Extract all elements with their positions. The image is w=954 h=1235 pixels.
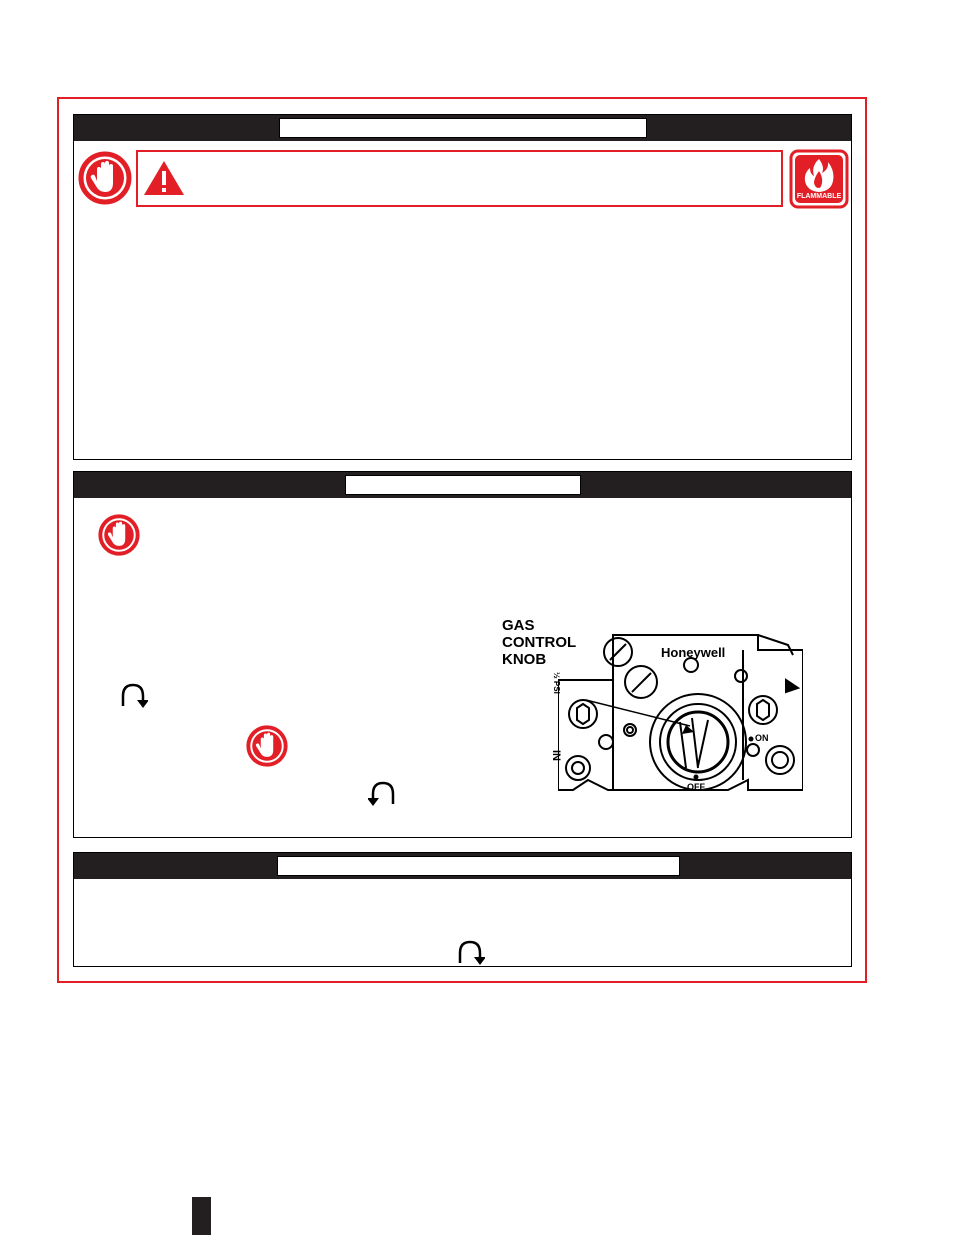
section-header-label (279, 118, 647, 138)
operating-instructions-section (73, 471, 852, 838)
section-header-bar (74, 853, 851, 879)
rotate-clockwise-icon (118, 680, 148, 710)
on-label: ON (755, 733, 769, 743)
callout-line: GAS (502, 617, 535, 634)
inlet-label: IN (550, 750, 562, 761)
stop-hand-icon (78, 151, 132, 205)
rotate-counterclockwise-icon (368, 778, 398, 808)
stop-hand-icon (246, 725, 288, 767)
psi-label: ½ PSI (552, 672, 561, 694)
stop-hand-icon (98, 514, 140, 556)
shutdown-instructions-section (73, 852, 852, 967)
section-header-label (277, 856, 680, 876)
section-header-bar (74, 472, 851, 498)
warning-box (136, 150, 783, 207)
rotate-clockwise-icon (455, 937, 485, 967)
page-tab-marker (192, 1197, 211, 1235)
safety-information-section (73, 114, 852, 460)
brand-label: Honeywell (661, 645, 726, 660)
warning-triangle-icon (143, 160, 185, 196)
section-header-bar (74, 115, 851, 141)
callout-line: CONTROL (502, 634, 577, 651)
callout-line: KNOB (502, 651, 547, 668)
section-header-label (345, 475, 581, 495)
flammable-icon (789, 149, 849, 209)
gas-valve-illustration (550, 630, 803, 800)
off-label: OFF (687, 782, 705, 792)
flammable-label: FLAMMABLE (796, 193, 842, 200)
